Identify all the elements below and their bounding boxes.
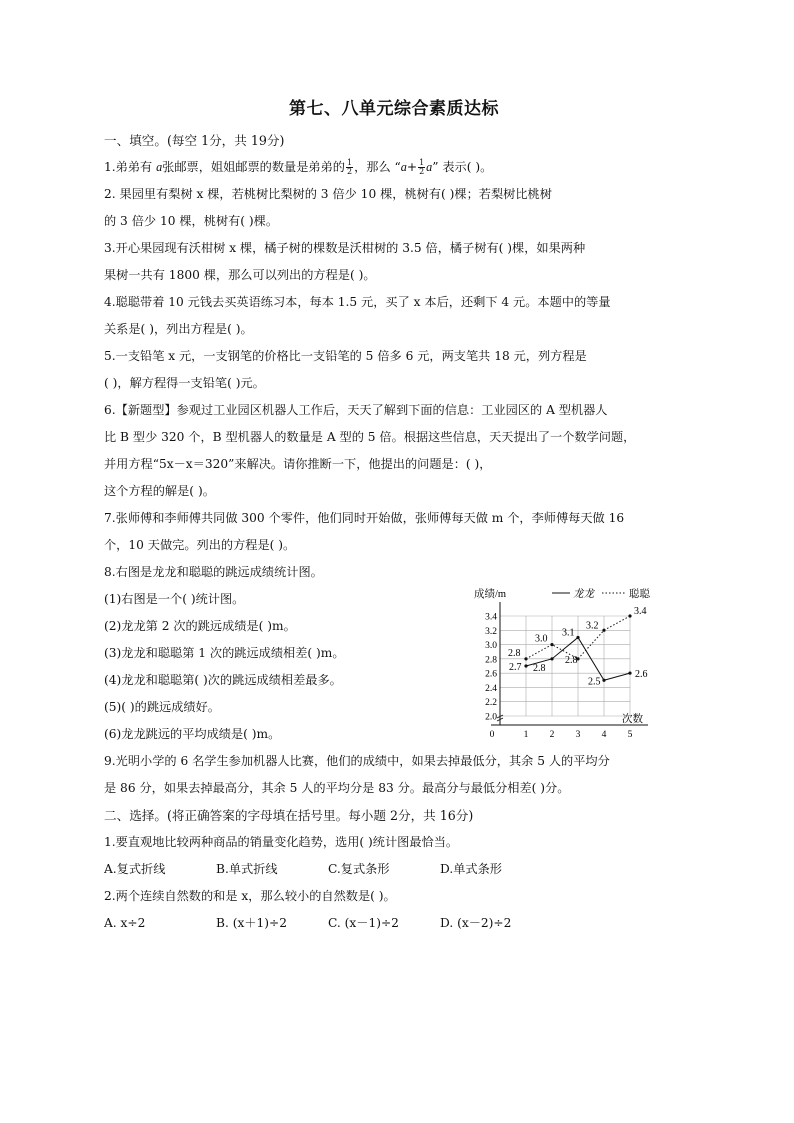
question-6-line-4: 这个方程的解是( )。 bbox=[104, 484, 215, 498]
data-point bbox=[524, 657, 527, 660]
long-jump-line-chart bbox=[474, 584, 689, 739]
y-tick-label: 3.2 bbox=[485, 626, 497, 637]
question-4-line-2: 关系是( )，列出方程是( )。 bbox=[104, 322, 253, 336]
question-6-line-2: 比 B 型少 320 个，B 型机器人的数量是 A 型的 5 倍。根据这些信息，天天提出了一个数学问题， bbox=[104, 430, 636, 444]
question-7-line-1: 7.张师傅和李师傅共同做 300 个零件，他们同时开始做，张师傅每天做 m 个，李师傅每天做 16 bbox=[104, 511, 625, 525]
question-5-line-1: 5.一支铅笔 x 元，一支钢笔的价格比一支铅笔的 5 倍多 6 元，两支笔共 18 元，列方程是 bbox=[104, 349, 587, 363]
data-point bbox=[550, 657, 553, 660]
data-point bbox=[602, 679, 605, 682]
question-8-3: (3)龙龙和聪聪第 1 次的跳远成绩相差( )m。 bbox=[104, 646, 345, 660]
x-tick-label: 3 bbox=[575, 730, 581, 739]
option-c: C. (x－1)÷2 bbox=[328, 916, 399, 930]
option-b: B.单式折线 bbox=[216, 862, 278, 876]
data-label: 2.6 bbox=[635, 669, 648, 681]
legend-label-congcong: 聪聪 bbox=[629, 589, 650, 600]
data-label: 2.5 bbox=[588, 676, 601, 688]
y-axis-label: 成绩/m bbox=[474, 589, 507, 600]
x-tick-label: 1 bbox=[523, 730, 529, 739]
question-4-line-1: 4.聪聪带着 10 元钱去买英语练习本，每本 1.5 元，买了 x 本后，还剩下 4 元。本题中的等量 bbox=[104, 295, 611, 309]
x-tick-label: 5 bbox=[627, 730, 633, 739]
question-8-5: (5)( )的跳远成绩好。 bbox=[104, 700, 220, 714]
question-8-2: (2)龙龙第 2 次的跳远成绩是( )m。 bbox=[104, 619, 296, 633]
question-6-line-3: 并用方程“5x－x＝320”来解决。请你推断一下，他提出的问题是：( )， bbox=[104, 457, 492, 471]
data-point bbox=[576, 636, 579, 639]
option-d: D. (x－2)÷2 bbox=[440, 916, 512, 930]
question-9-line-1: 9.光明小学的 6 名学生参加机器人比赛，他们的成绩中，如果去掉最低分，其余 5 人的平均分 bbox=[104, 754, 610, 768]
y-tick-label: 2.2 bbox=[485, 698, 497, 709]
data-label: 2.7 bbox=[509, 662, 522, 673]
option-c: C.复式条形 bbox=[328, 862, 390, 876]
fraction-half-2: $\frac{1}{2}$ bbox=[419, 158, 425, 176]
choice-question-2-options bbox=[104, 910, 684, 937]
data-label: 2.8 bbox=[508, 647, 521, 659]
data-point bbox=[628, 672, 631, 675]
option-a: A.复式折线 bbox=[104, 862, 166, 876]
option-b: B. (x＋1)÷2 bbox=[216, 916, 287, 930]
y-tick-label: 2.0 bbox=[485, 712, 497, 723]
question-9-line-2: 是 86 分，如果去掉最高分，其余 5 人的平均分是 83 分。最高分与最低分相差( )分。 bbox=[104, 781, 570, 795]
question-2-line-2: 的 3 倍少 10 棵，桃树有( )棵。 bbox=[104, 214, 279, 228]
y-tick-label: 2.8 bbox=[485, 655, 497, 666]
question-3-line-1: 3.开心果园现有沃柑树 x 棵，橘子树的棵数是沃柑树的 3.5 倍，橘子树有( )棵，如果两种 bbox=[104, 241, 586, 255]
data-point bbox=[628, 614, 631, 617]
legend-label-longlong: 龙龙 bbox=[573, 589, 594, 600]
question-8-1: (1)右图是一个( )统计图。 bbox=[104, 592, 245, 606]
question-3-line-2: 果树一共有 1800 棵，那么可以列出的方程是( )。 bbox=[104, 268, 376, 282]
y-tick-label: 3.4 bbox=[485, 612, 497, 623]
data-label: 3.2 bbox=[586, 620, 599, 632]
question-8-6: (6)龙龙跳远的平均成绩是( )m。 bbox=[104, 727, 281, 741]
data-point bbox=[524, 664, 527, 667]
page-title: 第七、八单元综合素质达标 bbox=[289, 99, 499, 119]
data-label: 3.1 bbox=[562, 627, 575, 639]
option-d: D.单式条形 bbox=[440, 862, 502, 876]
data-point bbox=[602, 629, 605, 632]
data-label: 2.8 bbox=[565, 654, 578, 666]
question-8: 8.右图是龙龙和聪聪的跳远成绩统计图。 bbox=[104, 565, 323, 579]
y-tick-label: 2.4 bbox=[485, 683, 497, 694]
data-label: 2.8 bbox=[533, 662, 546, 674]
x-tick-label: 2 bbox=[549, 730, 555, 739]
choice-question-1: 1.要直观地比较两种商品的销量变化趋势，选用( )统计图最恰当。 bbox=[104, 835, 459, 849]
worksheet bbox=[104, 94, 684, 937]
question-6-line-1: 6.【新题型】参观过工业园区机器人工作后，天天了解到下面的信息：工业园区的 A 型机器人 bbox=[104, 403, 608, 417]
x-tick-label: 0 bbox=[489, 730, 495, 739]
section2-heading: 二、选择。(将正确答案的字母填在括号里。每小题 2分，共 16分) bbox=[104, 808, 474, 823]
question-1: 1.弟弟有 a张邮票，姐姐邮票的数量是弟弟的 $\frac{1}{2}$ ，那么 “a+ $\frac{1}{2}$ a” 表示( )。 bbox=[104, 158, 493, 176]
y-tick-label: 2.6 bbox=[485, 669, 497, 680]
question-2-line-1: 2. 果园里有梨树 x 棵，若桃树比梨树的 3 倍少 10 棵，桃树有( )棵；若梨树比桃树 bbox=[104, 187, 552, 201]
x-tick-label: 4 bbox=[601, 730, 607, 739]
choice-question-2: 2.两个连续自然数的和是 x，那么较小的自然数是( )。 bbox=[104, 889, 396, 903]
data-label: 3.0 bbox=[535, 633, 548, 645]
question-5-line-2: ( )，解方程得一支铅笔( )元。 bbox=[104, 376, 265, 390]
chart-canvas bbox=[474, 584, 689, 739]
question-7-line-2: 个，10 天做完。列出的方程是( )。 bbox=[104, 538, 296, 552]
section1-heading: 一、填空。(每空 1分，共 19分) bbox=[104, 133, 285, 148]
option-a: A. x÷2 bbox=[104, 916, 146, 930]
data-point bbox=[550, 643, 553, 646]
choice-question-1-options bbox=[104, 856, 684, 883]
x-axis-label: 次数 bbox=[622, 714, 643, 725]
y-tick-label: 3.0 bbox=[485, 641, 497, 652]
question-8-4: (4)龙龙和聪聪第( )次的跳远成绩相差最多。 bbox=[104, 673, 342, 687]
data-label: 3.4 bbox=[634, 606, 647, 617]
fraction-half: $\frac{1}{2}$ bbox=[346, 158, 353, 176]
